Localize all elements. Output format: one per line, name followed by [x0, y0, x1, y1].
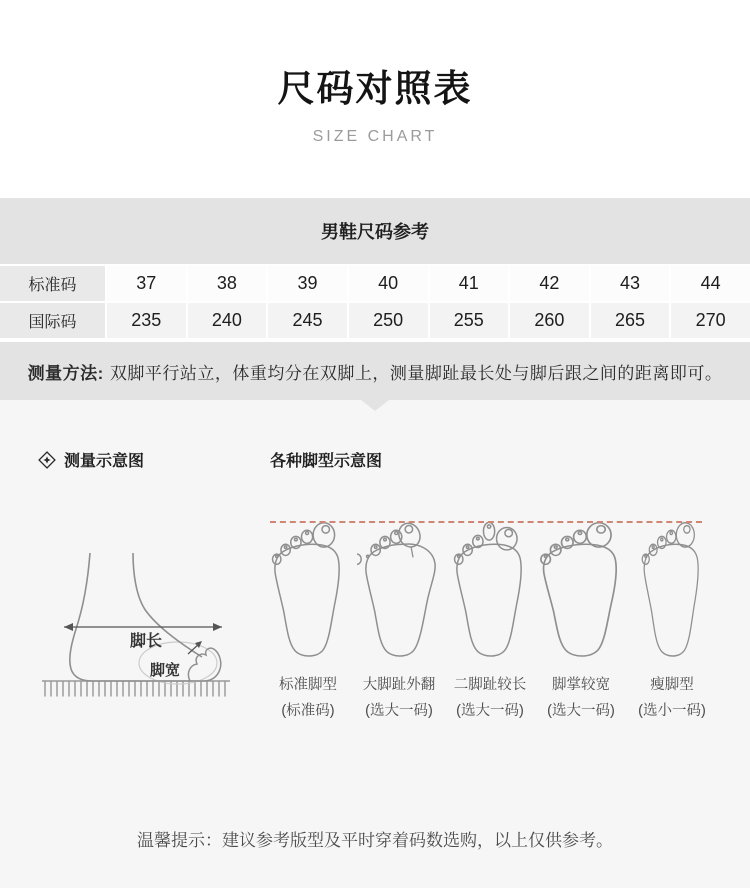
- svg-text:脚长: 脚长: [130, 633, 163, 650]
- size-cell: 270: [671, 303, 750, 338]
- foot-type-bunion: 大脚趾外翻 (选大一码): [355, 505, 443, 720]
- size-cell: 265: [591, 303, 670, 338]
- table-row-standard-size: [0, 266, 750, 301]
- pointer-down-icon: [361, 400, 389, 411]
- foot-long-second-toe-icon: [448, 515, 532, 665]
- svg-text:脚宽: 脚宽: [150, 662, 181, 679]
- foot-standard-icon: [266, 515, 350, 665]
- row-header-standard: 标准码: [0, 266, 105, 301]
- foot-type-narrow: 瘦脚型 (选小一码): [628, 505, 716, 720]
- size-cell: 44: [671, 266, 750, 301]
- measure-diagram-title: 测量示意图: [38, 448, 232, 471]
- size-cell: 245: [268, 303, 347, 338]
- size-cell: 260: [510, 303, 589, 338]
- size-cell: 39: [268, 266, 347, 301]
- size-cell: 41: [430, 266, 509, 301]
- size-cell: 42: [510, 266, 589, 301]
- size-table-caption: 男鞋尺码参考: [0, 198, 750, 264]
- size-cell: 240: [188, 303, 267, 338]
- measure-method-prefix: 测量方法:: [27, 363, 104, 383]
- foot-types-figure: [264, 505, 744, 720]
- size-cell: 38: [188, 266, 267, 301]
- diamond-star-icon: [38, 451, 56, 469]
- foot-types-title: 各种脚型示意图: [270, 453, 383, 470]
- size-cell: 43: [591, 266, 670, 301]
- size-cell: 40: [349, 266, 428, 301]
- page-subtitle: SIZE CHART: [312, 128, 438, 145]
- foot-narrow-icon: [630, 515, 714, 665]
- foot-type-wide: 脚掌较宽 (选大一码): [537, 505, 625, 720]
- measure-method-banner: [0, 342, 750, 400]
- table-row-international-size: [0, 303, 750, 338]
- foot-bunion-icon: [357, 515, 441, 665]
- foot-measure-figure: [30, 553, 230, 720]
- size-cell: 37: [107, 266, 186, 301]
- measure-method-text: 双脚平行站立，体重均分在双脚上，测量脚趾最长处与脚后跟之间的距离即可。: [109, 363, 723, 383]
- foot-wide-icon: [539, 515, 623, 665]
- foot-type-standard: 标准脚型 (标准码): [264, 505, 352, 720]
- diagram-section: [0, 400, 750, 888]
- size-table: [0, 198, 750, 338]
- size-cell: 235: [107, 303, 186, 338]
- foot-type-long-second-toe: 二脚趾较长 (选大一码): [446, 505, 534, 720]
- page-title: 尺码对照表: [277, 68, 473, 109]
- row-header-international: 国际码: [0, 303, 105, 338]
- footer-note: 温馨提示：建议参考版型及平时穿着码数选购，以上仅供参考。: [137, 831, 613, 850]
- size-cell: 255: [430, 303, 509, 338]
- toe-reference-line: [270, 521, 702, 523]
- size-cell: 250: [349, 303, 428, 338]
